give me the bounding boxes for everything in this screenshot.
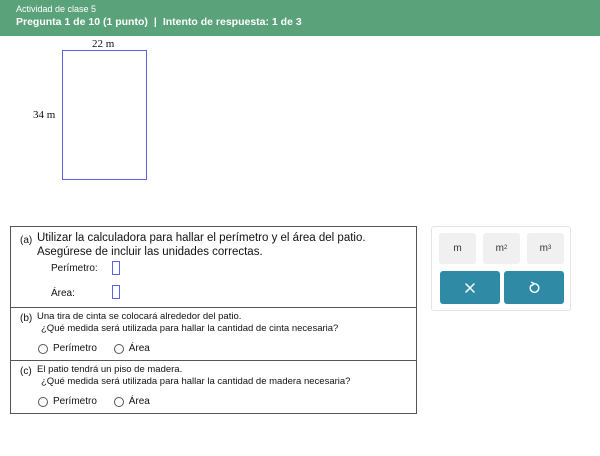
rectangle-width-label: 22 m (92, 38, 115, 50)
unit-m2-base: m (495, 243, 504, 254)
unit-m-button[interactable] (439, 233, 476, 264)
option-label: Área (128, 343, 150, 354)
rectangle-height-label: 34 m (33, 109, 56, 121)
radio-button[interactable] (38, 397, 48, 407)
unit-m3-exponent: 3 (548, 244, 552, 251)
unit-m3-button[interactable] (527, 233, 564, 264)
part-a-box (10, 226, 417, 308)
clear-button[interactable] (440, 271, 500, 304)
area-label: Área: (51, 288, 75, 299)
header-separator: | (153, 16, 157, 28)
question-status (16, 16, 302, 28)
unit-m-label: m (453, 243, 462, 254)
part-b-letter: (b) (20, 313, 33, 324)
option-label: Área (128, 396, 150, 407)
part-c-option-perimeter[interactable] (38, 396, 97, 407)
part-a-line2: Asegúrese de incluir las unidades correctas. (37, 245, 263, 258)
part-b-option-area[interactable] (114, 343, 150, 354)
unit-m2-button[interactable] (483, 233, 520, 264)
perimeter-label: Perímetro: (51, 263, 98, 274)
part-b-question (37, 311, 338, 335)
close-icon (464, 282, 476, 294)
part-c-line2: ¿Qué medida será utilizada para hallar la cantidad de madera necesaria? (41, 376, 351, 387)
part-c-option-area[interactable] (114, 396, 150, 407)
unit-m2-exponent: 2 (504, 244, 508, 251)
part-a-instructions (37, 232, 366, 259)
part-b-line1: Una tira de cinta se colocará alrededor del patio. (37, 311, 242, 322)
radio-button[interactable] (114, 397, 124, 407)
area-answer-box[interactable] (112, 285, 120, 299)
option-label: Perímetro (53, 343, 97, 354)
option-label: Perímetro (53, 396, 97, 407)
patio-rectangle (62, 50, 147, 180)
part-a-line1: Utilizar la calculadora para hallar el perímetro y el área del patio. (37, 232, 366, 244)
part-b-line2: ¿Qué medida será utilizada para hallar la cantidad de cinta necesaria? (41, 323, 339, 334)
undo-button[interactable] (504, 271, 564, 304)
part-b-option-perimeter[interactable] (38, 343, 97, 354)
part-a-letter: (a) (20, 235, 33, 246)
radio-button[interactable] (38, 344, 48, 354)
activity-title: Actividad de clase 5 (16, 4, 97, 14)
part-b-options (38, 343, 164, 357)
perimeter-answer-box[interactable] (112, 261, 120, 275)
part-c-options (38, 396, 164, 410)
unit-m3-base: m (539, 243, 548, 254)
question-number: Pregunta 1 de 10 (1 punto) (16, 16, 148, 28)
units-palette (431, 226, 571, 311)
part-c-line1: El patio tendrá un piso de madera. (37, 364, 183, 375)
undo-icon (527, 281, 541, 295)
part-c-question (37, 364, 350, 388)
part-c-box (10, 361, 417, 414)
part-c-letter: (c) (20, 366, 32, 377)
part-b-box (10, 308, 417, 361)
radio-button[interactable] (114, 344, 124, 354)
top-header (0, 0, 600, 36)
attempt-count: Intento de respuesta: 1 de 3 (162, 16, 302, 28)
